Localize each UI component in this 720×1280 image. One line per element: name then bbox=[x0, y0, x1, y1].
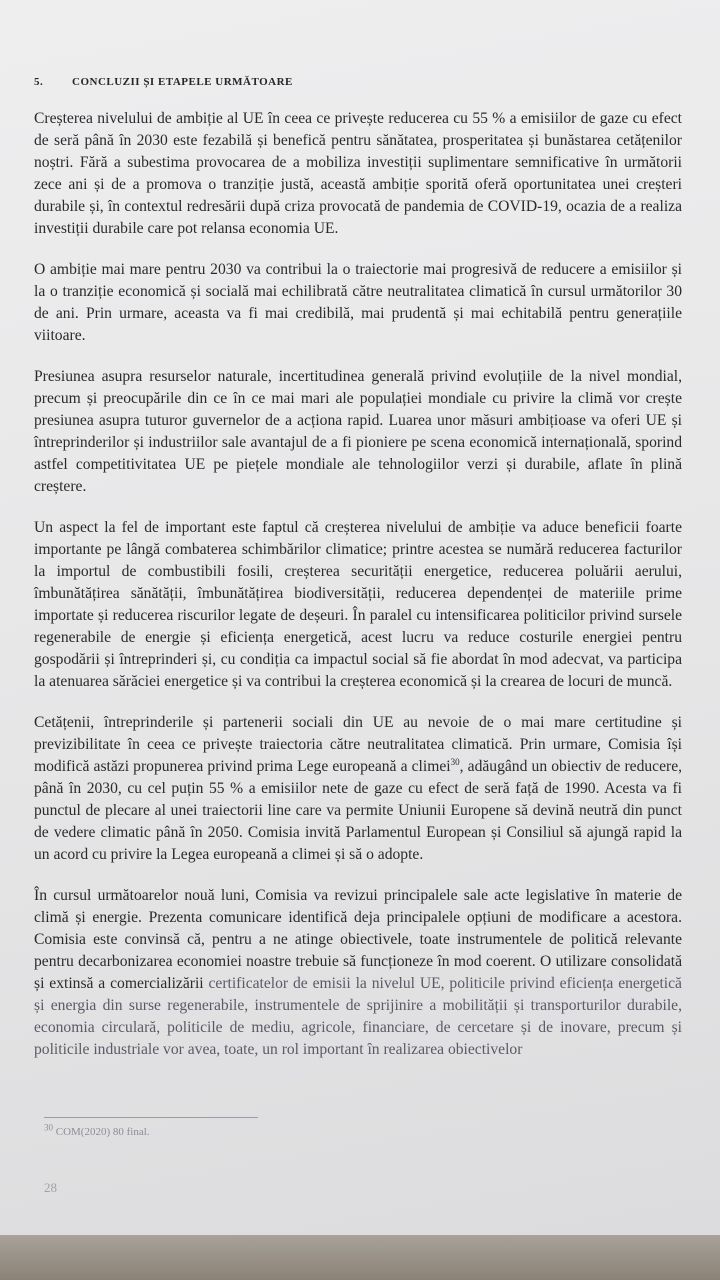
footnote-separator bbox=[44, 1117, 258, 1118]
section-number: 5. bbox=[34, 76, 44, 88]
paragraph-5-part-1: Cetățenii, întreprinderile și partenerii sociali din UE au nevoie de o mai mare certitudine și previzibilitate în ceea ce privește traiectoria către neutralitatea climatică. Prin urmare, Comisia își modifică astăzi propunerea privind prima Lege europeană a climei bbox=[34, 714, 682, 775]
footnote-reference-comma: , bbox=[459, 758, 464, 775]
page-content bbox=[34, 76, 682, 1080]
footnote-reference: 30 bbox=[450, 756, 460, 767]
paragraph-5-part-2: adăugând un obiectiv de reducere, până în 2030, cu cel puțin 55 % a emisiilor nete de gaze cu efect de seră față de 1990. Acesta va fi punctul de plecare al unei traiectorii line care va permite Uniunii Europene să devină neutră din punct de vedere climatic până în 2050. Comisia invită Parlamentul European și Consiliul să ajungă rapid la un acord cu privire la Legea europeană a climei și să o adopte. bbox=[34, 758, 683, 863]
section-heading bbox=[34, 76, 682, 88]
page-number: 28 bbox=[44, 1180, 57, 1195]
footnote-text: COM(2020) 80 final. bbox=[55, 1126, 150, 1138]
paragraph-6 bbox=[34, 885, 682, 1061]
paragraph-2: O ambiție mai mare pentru 2030 va contribui la o traiectorie mai progresivă de reducere a emisiilor și la o tranziție economică și socială mai echilibrată către neutralitatea climatică în cursul următorilor 30 de ani. Prin urmare, aceasta va fi mai credibilă, mai prudentă și mai echitabilă pentru generațiile viitoare. bbox=[34, 261, 682, 344]
table-surface bbox=[0, 1235, 720, 1280]
paragraph-3: Presiunea asupra resurselor naturale, incertitudinea generală privind evoluțiile de la nivel mondial, precum și preocupările din ce în ce mai mari ale populației mondiale cu privire la climă vor crește presiunea asupra tuturor guvernelor de a acționa rapid. Luarea unor măsuri ambițioase va oferi UE și întreprinderilor și industriilor sale avantajul de a fi pioniere pe scena economică internațională, sporind astfel competitivitatea UE pe piețele mondiale ale tehnologiilor verzi și durabile, aflate în plină creștere. bbox=[34, 368, 682, 495]
footnote-number: 30 bbox=[44, 1122, 53, 1133]
paragraph-6-part-2: certificatelor de emisii la nivelul UE, politicile privind eficiența energetică și energia din surse regenerabile, instrumentele de sprijinire a mobilității și transporturilor durabile, economia circulară, politicile de mediu, agricole, financiare, de cercetare și de inovare, precum și politicile industriale vor avea, toate, un rol important în realizarea obiectivelor bbox=[34, 975, 682, 1058]
section-title: CONCLUZII ȘI ETAPELE URMĂTOARE bbox=[72, 76, 293, 88]
paragraph-4: Un aspect la fel de important este faptul că creșterea nivelului de ambiție va aduce beneficii foarte importante pe lângă combaterea schimbărilor climatice; printre acestea se numără reducerea facturilor la importul de combustibili fosili, creșterea securității energetice, reducerea poluării aerului, îmbunătățirea sănătății, îmbunătățirea biodiversității, reducerea dependenței de materiile prime importate și reducerea riscurilor legate de deșeuri. În paralel cu intensificarea politicilor privind sursele regenerabile de energie și eficiența energetică, acest lucru va reduce costurile energiei pentru gospodării și întreprinderi și, cu condiția ca impactul social să fie abordat în mod adecvat, va participa la atenuarea sărăciei energetice și va contribui la creșterea economică și la crearea de locuri de muncă. bbox=[34, 519, 682, 690]
footnote bbox=[44, 1122, 150, 1138]
paragraph-6-part-1: În cursul următoarelor nouă luni, Comisia va revizui principalele sale acte legislative în materie de climă și energie. Prezenta comunicare identifică deja principalele opțiuni de modificare a acestora. Comisia este convinsă că, pentru a ne atinge obiectivele, toate instrumentele de politică relevante pentru decarbonizarea economiei noastre trebuie să funcționeze în mod coerent. O utilizare consolidată și extinsă a comercializării bbox=[34, 887, 682, 992]
paragraph-1: Creșterea nivelului de ambiție al UE în ceea ce privește reducerea cu 55 % a emisiilor de gaze cu efect de seră până în 2030 este fezabilă și benefică pentru sănătatea, prosperitatea și bunăstarea cetățenilor noștri. Fără a subestima provocarea de a mobiliza investiții suplimentare semnificative în următorii zece ani și de a promova o tranziție justă, această ambiție sporită oferă oportunitatea unei creșteri durabile și, în contextul redresării după criza provocată de pandemia de COVID-19, ocazia de a realiza investiții durabile care pot relansa economia UE. bbox=[34, 110, 682, 237]
paragraph-5 bbox=[34, 712, 682, 866]
